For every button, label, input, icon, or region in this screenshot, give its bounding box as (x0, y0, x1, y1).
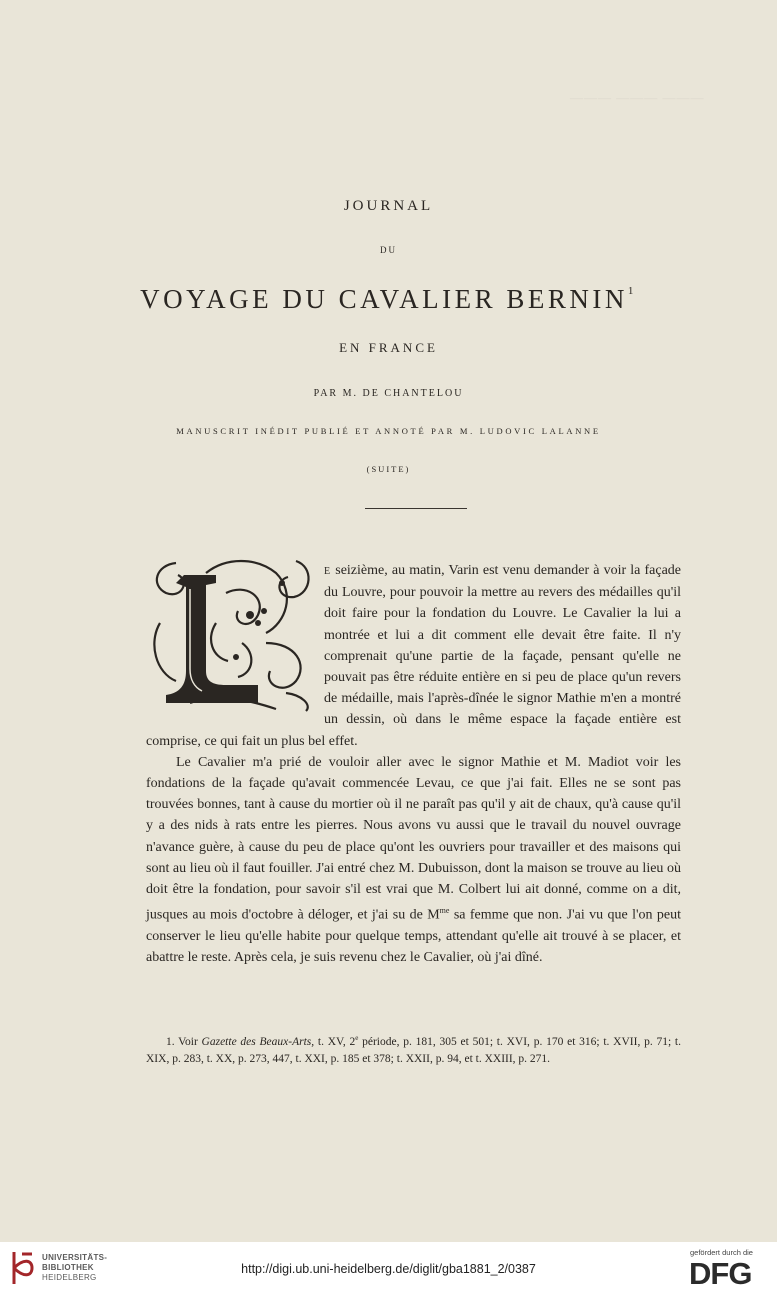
manuscript-line: MANUSCRIT INÉDIT PUBLIÉ ET ANNOTÉ PAR M. LUDOVIC LALANNE (176, 426, 601, 436)
paragraph-2-ending: sa femme que non. J'ai vu que l'on peut conserver le lieu qu'elle habite pour quelque temps, attendant qu'elle ait trouvé à se placer, et abattre le reste. Après cela, je suis revenu chez le Cavalier, où j'ai dîné. (146, 907, 681, 966)
permalink-url[interactable]: http://digi.ub.uni-heidelberg.de/diglit/gba1881_2/0387 (241, 1262, 536, 1276)
footnote-rest: période, p. 181, 305 et 501; t. XVI, p. 170 et 316; t. XVII, p. 71; t. XIX, p. 283, t. XX, p. 273, 447, t. XXI, p. 185 et 378; t. XXII, p. 94, et t. XXIII, p. 271. (146, 1035, 681, 1066)
footnote-start: 1. Voir (166, 1035, 202, 1048)
paragraph-1-text: seizième, au matin, Varin est venu demander à voir la façade du Louvre, pour pouvoir la mettre au revers des médailles qu'il doit faire pour la fondation du Louvre. Le Cavalier la lui a montrée et lui a dit comment elle devait être faite. Il n'y comprenait qu'une partie de la façade, pensant qu'elle ne pouvait pas être réduite entière en si peu de place qu'un revers de médaille, mais l'après-dînée le signor Mathie m'en a montré un dessin, où dans le même espace la façade entière est comprise, ce qui fait un plus bel effet. (146, 563, 682, 749)
footer-bar (0, 1242, 777, 1297)
subtitle-france: EN FRANCE (339, 340, 438, 355)
title-footnote-mark: 1 (627, 285, 637, 297)
article-body (146, 560, 681, 969)
footnote-superscript: e (355, 1034, 359, 1042)
paragraph-2 (146, 752, 681, 969)
paragraph-1 (146, 560, 681, 752)
divider-rule (365, 508, 467, 509)
dfg-logo[interactable]: DFG (689, 1256, 752, 1291)
funded-by-label: gefördert durch die (690, 1248, 753, 1257)
library-name-line3: HEIDELBERG (42, 1273, 97, 1282)
library-name-line1: UNIVERSITÄTS- (42, 1253, 108, 1262)
bleed-through-text: ——— ——— ——— (570, 90, 705, 105)
drop-cap-continuation: E (324, 566, 332, 577)
author-line: PAR M. DE CHANTELOU (313, 388, 464, 399)
title-journal: JOURNAL (343, 198, 434, 214)
footnote-journal-title: Gazette des Beaux-Arts, (201, 1035, 315, 1048)
title-du: DU (380, 245, 397, 255)
footnote-volume: t. XV, 2 (314, 1035, 356, 1048)
paragraph-2-superscript: me (439, 906, 450, 916)
footnote (146, 1030, 681, 1069)
library-name-line2: BIBLIOTHEK (42, 1263, 94, 1272)
suite-label: (SUITE) (366, 464, 411, 474)
main-title-text: VOYAGE DU CAVALIER BERNIN (140, 284, 628, 314)
paragraph-2-text: Le Cavalier m'a prié de vouloir aller avec le signor Mathie et M. Madiot voir les fondations de la façade qu'avait commencée Levau, ce que j'ai fait. Elles ne se sont pas trouvées bonnes, tant à cause du mortier où il ne paraît pas qu'il y ait de chaux, qu'à cause qu'il y a des nids à rats entre les pierres. Nous avons vu aussi que le travail du nouvel ouvrage n'avance guère, à cause du peu de place qu'ont les ouvriers pour travailler et des maisons qui sont au lieu où il faut fouiller. J'ai entré chez M. Dubuisson, dont la maison se trouve au lieu où doit être la fondation, pour savoir s'il est vrai que M. Colbert lui ait donné, comme on a dit, jusques au mois d'octobre à déloger, et j'ai su de M (146, 754, 681, 923)
main-title (0, 284, 777, 315)
